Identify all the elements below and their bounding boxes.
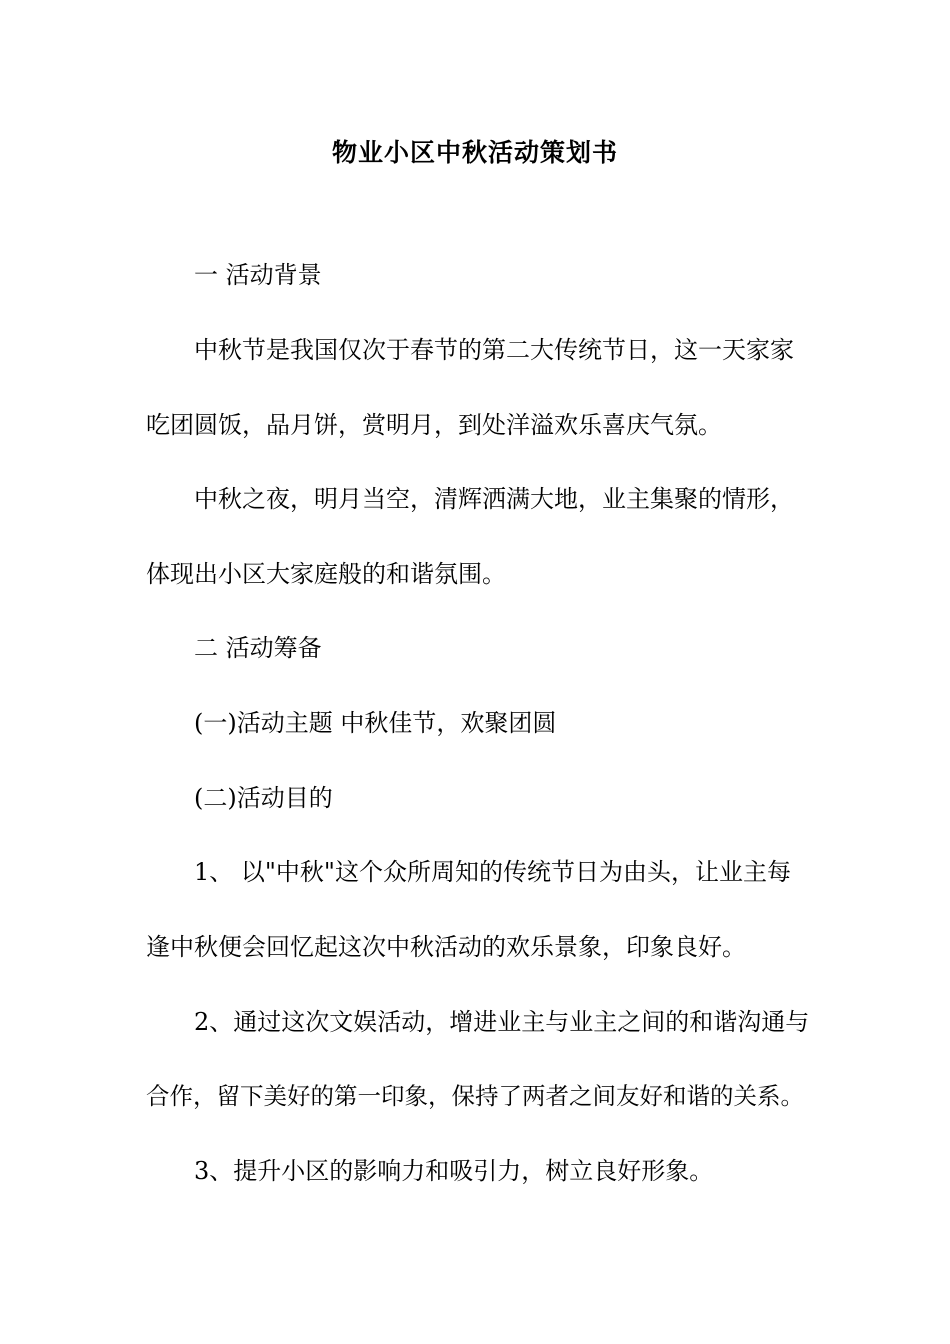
section-heading-preparation: 二 活动筹备 (194, 634, 322, 662)
list-item-line: 2、通过这次文娱活动，增进业主与业主之间的和谐沟通与 (194, 1008, 810, 1036)
section-heading-background: 一 活动背景 (194, 261, 322, 289)
subheading-theme: (一)活动主题 中秋佳节，欢聚团圆 (194, 709, 557, 737)
paragraph-line: 吃团圆饭，品月饼，赏明月，到处洋溢欢乐喜庆气氛。 (146, 411, 722, 439)
list-item-line: 3、提升小区的影响力和吸引力，树立良好形象。 (194, 1157, 714, 1185)
list-item-line: 合作，留下美好的第一印象，保持了两者之间友好和谐的关系。 (146, 1082, 804, 1110)
subheading-purpose: (二)活动目的 (194, 784, 333, 812)
list-item-line: 逢中秋便会回忆起这次中秋活动的欢乐景象，印象良好。 (146, 933, 746, 961)
document-title: 物业小区中秋活动策划书 (331, 138, 618, 167)
paragraph-line: 中秋之夜，明月当空，清辉洒满大地，业主集聚的情形， (194, 485, 794, 513)
paragraph-line: 体现出小区大家庭般的和谐氛围。 (146, 560, 506, 588)
paragraph-line: 中秋节是我国仅次于春节的第二大传统节日，这一天家家 (194, 336, 794, 364)
list-item-line: 1、 以"中秋"这个众所周知的传统节日为由头，让业主每 (194, 858, 791, 886)
